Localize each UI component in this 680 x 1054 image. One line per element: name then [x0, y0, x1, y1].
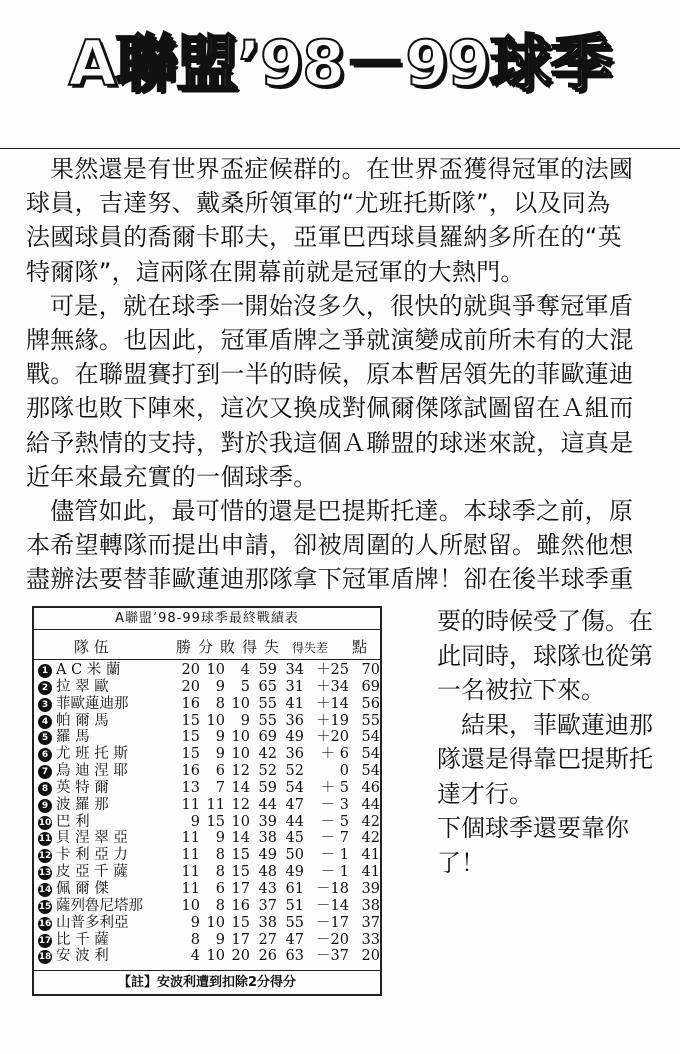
stat-gf: 59	[258, 779, 277, 796]
stat-pts: 38	[361, 897, 380, 914]
stat-ga: 52	[285, 763, 304, 780]
stat-gf: 44	[258, 796, 277, 813]
stat-ga: 34	[285, 662, 304, 678]
table-row	[34, 746, 380, 763]
stat-d: 8	[215, 897, 225, 914]
text-line: 給予熱情的支持，對於我這個Ａ聯盟的球迷來說，這真是	[26, 428, 634, 457]
stat-w: 11	[181, 830, 200, 847]
stat-w: 15	[181, 746, 200, 763]
text-line: 了！	[437, 848, 485, 877]
stat-d: 8	[215, 695, 225, 712]
stat-gd: －37	[316, 948, 349, 965]
stat-gd: ＋14	[316, 695, 349, 712]
row-stats	[180, 746, 380, 763]
stat-gd: －18	[316, 880, 349, 897]
stat-gd: ＋20	[316, 729, 349, 746]
rank-badge: 1	[38, 664, 52, 678]
stat-ga: 47	[285, 931, 304, 948]
stat-l: 12	[231, 763, 250, 780]
stat-d: 10	[206, 914, 225, 931]
stat-ga: 36	[285, 712, 304, 729]
text-line: 下個球季還要靠你	[437, 814, 629, 842]
row-stats	[180, 915, 380, 932]
rank-badge: 7	[38, 765, 52, 779]
stat-d: 8	[215, 864, 225, 881]
stat-pts: 46	[361, 779, 380, 796]
stat-ga: 55	[285, 914, 304, 931]
header-goal-diff: 得失差	[292, 641, 329, 655]
header-draws: 分	[198, 638, 214, 656]
stat-l: 16	[231, 897, 250, 914]
text-line: 戰。在聯盟賽打到一半的時候，原本暫居領先的菲歐蓮迪	[26, 360, 634, 389]
stat-w: 13	[181, 779, 200, 796]
title-divider	[0, 148, 680, 149]
team-name: 尤 班 托 斯	[56, 746, 128, 763]
stat-ga: 51	[285, 897, 304, 914]
team-name: 帕 爾 馬	[56, 712, 109, 729]
stat-w: 11	[181, 847, 200, 864]
stat-d: 10	[206, 948, 225, 965]
stat-d: 7	[215, 779, 225, 796]
stat-d: 6	[215, 880, 225, 897]
row-stats	[180, 932, 380, 949]
stat-gd: －14	[316, 897, 349, 914]
stat-l: 5	[240, 678, 250, 695]
rank-badge: 3	[38, 698, 52, 712]
stat-l: 14	[231, 830, 250, 847]
table-row	[34, 797, 380, 814]
stat-ga: 61	[285, 880, 304, 897]
text-line: 盡辦法要替菲歐蓮迪那隊拿下冠軍盾牌！卻在後半球季重	[26, 565, 634, 594]
rank-badge: 14	[38, 884, 52, 895]
table-row	[34, 881, 380, 898]
team-name: 拉 翠 歐	[56, 678, 109, 695]
stat-l: 9	[240, 712, 250, 729]
stat-pts: 44	[361, 796, 380, 813]
stat-w: 8	[190, 931, 200, 948]
table-note: 【註】安波利遭到扣除2分得分	[34, 970, 380, 994]
stat-d: 11	[206, 796, 225, 813]
stat-d: 6	[215, 763, 225, 780]
row-stats	[180, 679, 380, 696]
stat-gf: 65	[258, 678, 277, 695]
header-wins: 勝	[176, 638, 192, 656]
stat-w: 11	[181, 864, 200, 881]
stat-gf: 69	[258, 729, 277, 746]
row-stats	[180, 948, 380, 965]
stat-gd: ＋34	[316, 678, 349, 695]
header-goals-against: 失	[264, 638, 280, 656]
text-line: 那隊也敗下陣來，這次又換成對佩爾傑隊試圖留在Ａ組而	[26, 394, 634, 423]
stat-gf: 55	[258, 695, 277, 712]
stat-ga: 45	[285, 830, 304, 847]
stat-l: 20	[231, 948, 250, 965]
table-row	[34, 780, 380, 797]
header-points: 點	[352, 638, 368, 656]
stat-gd: － 7	[320, 830, 349, 847]
rank-badge: 9	[38, 799, 52, 813]
stat-pts: 33	[361, 931, 380, 948]
stat-w: 16	[181, 695, 200, 712]
stat-d: 9	[215, 729, 225, 746]
stat-gf: 37	[258, 897, 277, 914]
stat-gf: 27	[258, 931, 277, 948]
rank-badge: 5	[38, 731, 52, 745]
standings-table	[32, 606, 382, 996]
stat-w: 11	[181, 796, 200, 813]
stat-w: 10	[181, 897, 200, 914]
table-row	[34, 898, 380, 915]
stat-gf: 42	[258, 746, 277, 763]
table-row	[34, 864, 380, 881]
team-name: 山普多利亞	[56, 914, 129, 931]
rank-badge: 2	[38, 681, 52, 695]
row-stats	[180, 830, 380, 847]
stat-pts: 39	[361, 880, 380, 897]
team-name: 安 波 利	[56, 948, 109, 965]
stat-w: 9	[190, 813, 200, 830]
stat-d: 9	[215, 746, 225, 763]
text-line: 球員，吉達努、戴桑所領軍的“尤班托斯隊”，以及同為	[26, 189, 611, 218]
stat-gd: ＋19	[316, 712, 349, 729]
stat-pts: 42	[361, 813, 380, 830]
stat-gd: － 3	[320, 796, 349, 813]
stat-pts: 69	[361, 678, 380, 695]
row-stats	[180, 729, 380, 746]
stat-gd: ＋25	[316, 662, 349, 678]
stat-pts: 54	[361, 746, 380, 763]
stat-l: 10	[231, 746, 250, 763]
stat-pts: 41	[361, 847, 380, 864]
page-title: A聯盟’98－99球季	[68, 27, 612, 100]
row-stats	[180, 797, 380, 814]
stat-ga: 49	[285, 864, 304, 881]
stat-ga: 47	[285, 796, 304, 813]
team-name: 英 特 爾	[56, 779, 109, 796]
team-name: 佩 爾 傑	[56, 880, 109, 897]
text-line: 此同時，球隊也從第	[437, 641, 653, 670]
stat-ga: 31	[285, 678, 304, 695]
rank-badge: 13	[38, 868, 52, 879]
stat-ga: 54	[285, 779, 304, 796]
stat-pts: 54	[361, 729, 380, 746]
team-name: 波 羅 那	[56, 796, 109, 813]
table-row	[34, 915, 380, 932]
stat-w: 20	[181, 678, 200, 695]
rank-badge: 10	[38, 817, 52, 828]
table-row	[34, 713, 380, 730]
header-team: 隊 伍	[74, 638, 109, 656]
stat-ga: 49	[285, 729, 304, 746]
stat-gf: 52	[258, 763, 277, 780]
table-row	[34, 696, 380, 713]
stat-ga: 44	[285, 813, 304, 830]
table-row	[34, 679, 380, 696]
rank-badge: 4	[38, 715, 52, 729]
stat-gf: 38	[258, 830, 277, 847]
text-line: 可是，就在球季一開始沒多久，很快的就與爭奪冠軍盾	[50, 291, 634, 320]
stat-d: 9	[215, 931, 225, 948]
text-line: 儘管如此，最可惜的還是巴提斯托達。本球季之前，原	[50, 496, 634, 525]
row-stats	[180, 898, 380, 915]
stat-d: 15	[206, 813, 225, 830]
stat-pts: 37	[361, 914, 380, 931]
team-name: A C 米 蘭	[56, 662, 121, 678]
text-line: 法國球員的喬爾卡耶夫，亞軍巴西球員羅納多所在的“英	[26, 223, 622, 252]
stat-l: 12	[231, 796, 250, 813]
team-name: 皮 亞 千 薩	[56, 864, 128, 881]
table-rows	[34, 660, 380, 965]
text-line: 果然還是有世界盃症候群的。在世界盃獲得冠軍的法國	[50, 155, 634, 183]
rank-badge: 6	[38, 748, 52, 762]
text-line: 一名被拉下來。	[437, 676, 605, 704]
table-row	[34, 662, 380, 679]
stat-gf: 48	[258, 864, 277, 881]
stat-d: 9	[215, 678, 225, 695]
table-row	[34, 729, 380, 746]
rank-badge: 8	[38, 782, 52, 796]
table-title: A聯盟’98-99球季最終戰績表	[34, 608, 380, 630]
stat-pts: 56	[361, 695, 380, 712]
row-stats	[180, 847, 380, 864]
stat-d: 9	[215, 830, 225, 847]
row-stats	[180, 696, 380, 713]
article-side-column	[437, 604, 677, 880]
header-goals-for: 得	[242, 638, 258, 656]
row-stats	[180, 881, 380, 898]
article-body	[26, 152, 666, 596]
stat-gf: 49	[258, 847, 277, 864]
stat-gf: 59	[258, 662, 277, 678]
stat-gd: ＋ 5	[320, 779, 349, 796]
rank-badge: 11	[38, 834, 52, 845]
stat-d: 8	[215, 847, 225, 864]
stat-pts: 70	[361, 662, 380, 678]
stat-l: 15	[231, 847, 250, 864]
text-line: 牌無緣。也因此，冠軍盾牌之爭就演變成前所未有的大混	[26, 325, 634, 354]
table-row	[34, 830, 380, 847]
stat-l: 15	[231, 864, 250, 881]
team-name: 卡 利 亞 力	[56, 847, 128, 864]
table-header	[34, 630, 380, 660]
row-stats	[180, 780, 380, 797]
stat-d: 10	[206, 712, 225, 729]
row-stats	[180, 864, 380, 881]
stat-l: 17	[231, 931, 250, 948]
row-stats	[180, 713, 380, 730]
rank-badge: 18	[38, 952, 52, 963]
text-line: 要的時候受了傷。在	[437, 607, 653, 635]
team-name: 烏 迪 涅 耶	[56, 763, 128, 780]
rank-badge: 17	[38, 935, 52, 946]
stat-ga: 63	[285, 948, 304, 965]
text-line: 特爾隊”，這兩隊在開幕前就是冠軍的大熱門。	[26, 257, 525, 286]
stat-w: 20	[181, 662, 200, 678]
stat-gd: 0	[339, 763, 349, 780]
stat-pts: 20	[361, 948, 380, 965]
stat-pts: 54	[361, 763, 380, 780]
stat-gd: －20	[316, 931, 349, 948]
rank-badge: 12	[38, 851, 52, 862]
text-line: 達才行。	[437, 779, 533, 808]
stat-gf: 43	[258, 880, 277, 897]
stat-ga: 36	[285, 746, 304, 763]
stat-gd: － 1	[320, 847, 349, 864]
table-row	[34, 763, 380, 780]
header-losses: 敗	[220, 638, 236, 656]
stat-gd: ＋ 6	[320, 746, 349, 763]
stat-gf: 38	[258, 914, 277, 931]
stat-pts: 41	[361, 864, 380, 881]
stat-ga: 50	[285, 847, 304, 864]
stat-pts: 55	[361, 712, 380, 729]
stat-l: 10	[231, 813, 250, 830]
text-line: 本希望轉隊而提出申請，卻被周圍的人所慰留。雖然他想	[26, 531, 634, 560]
row-stats	[180, 662, 380, 679]
text-line: 結果，菲歐蓮迪那	[437, 710, 653, 739]
rank-badge: 15	[38, 901, 52, 912]
stat-l: 17	[231, 880, 250, 897]
row-stats	[180, 814, 380, 831]
stat-w: 15	[181, 729, 200, 746]
stat-gf: 39	[258, 813, 277, 830]
stat-l: 4	[240, 662, 250, 678]
stat-w: 9	[190, 914, 200, 931]
team-name: 羅 馬	[56, 729, 90, 746]
stat-gd: － 5	[320, 813, 349, 830]
table-row	[34, 932, 380, 949]
stat-l: 10	[231, 695, 250, 712]
team-name: 薩列魯尼塔那	[56, 897, 143, 914]
stat-w: 11	[181, 880, 200, 897]
table-row	[34, 814, 380, 831]
team-name: 巴 利	[56, 813, 90, 830]
stat-pts: 42	[361, 830, 380, 847]
table-row	[34, 948, 380, 965]
stat-w: 15	[181, 712, 200, 729]
text-line: 近年來最充實的一個球季。	[26, 462, 318, 491]
rank-badge: 16	[38, 918, 52, 929]
stat-ga: 41	[285, 695, 304, 712]
stat-w: 4	[190, 948, 200, 965]
stat-l: 14	[231, 779, 250, 796]
row-stats	[180, 763, 380, 780]
stat-w: 16	[181, 763, 200, 780]
team-name: 比 千 薩	[56, 931, 109, 948]
stat-gf: 55	[258, 712, 277, 729]
stat-l: 15	[231, 914, 250, 931]
stat-gf: 26	[258, 948, 277, 965]
team-name: 貝 涅 翠 亞	[56, 830, 128, 847]
team-name: 菲歐蓮迪那	[56, 695, 129, 712]
stat-gd: －17	[316, 914, 349, 931]
stat-d: 10	[206, 662, 225, 678]
stat-l: 10	[231, 729, 250, 746]
stat-gd: － 1	[320, 864, 349, 881]
table-row	[34, 847, 380, 864]
text-line: 隊還是得靠巴提斯托	[437, 745, 653, 773]
